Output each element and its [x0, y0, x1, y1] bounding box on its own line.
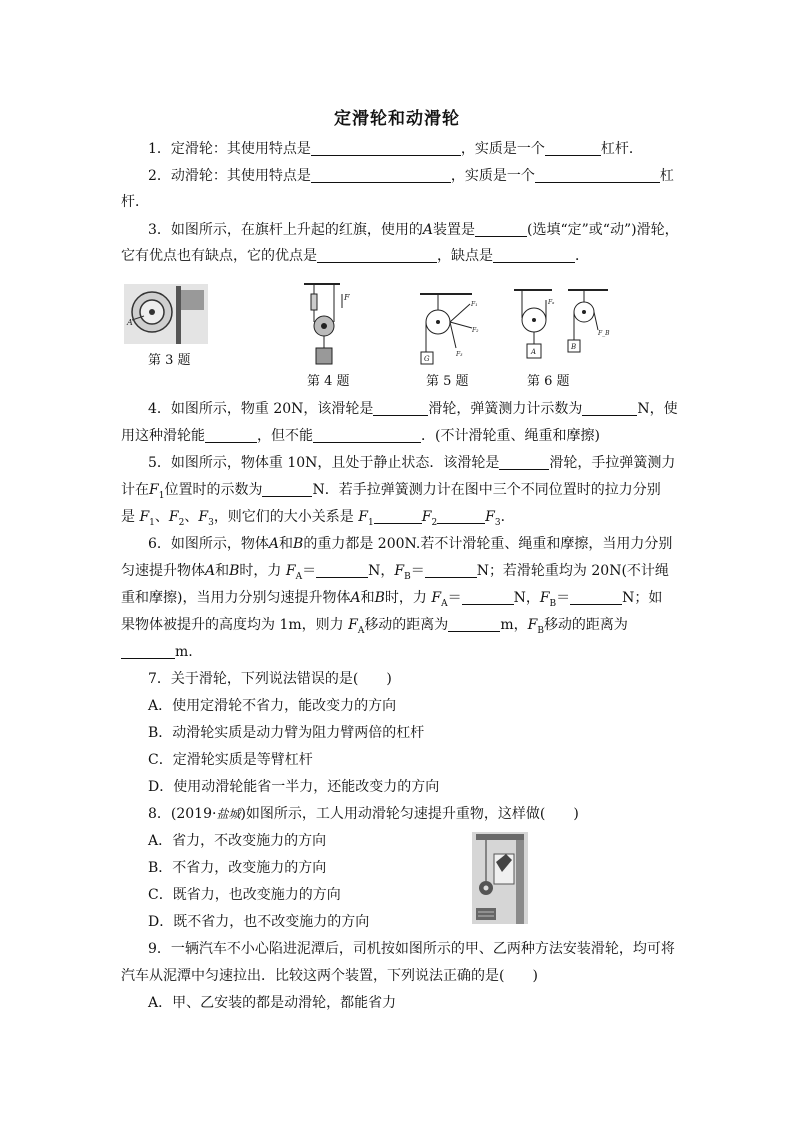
question-5-cont-2: 是 $F_1$、$F_2$、$F_3$，则它们的大小关系是 $F_1$ $F_2$ $F_3$．	[121, 509, 515, 528]
question-4: 4．如图所示，物重 20N，该滑轮是 滑轮，弹簧测力计示数为 N，使	[148, 401, 678, 417]
q7-option-a[interactable]: A．使用定滑轮不省力，能改变力的方向	[148, 698, 397, 714]
q8-option-a[interactable]: A．省力，不改变施力的方向	[148, 833, 327, 849]
label-fb: F_B	[598, 330, 610, 337]
question-6-cont-2: 重和摩擦)，当用力分别匀速提升物体A和B时，力 $F_A= N$，$F_B= N$；如	[121, 590, 663, 609]
q7-option-d[interactable]: D．使用动滑轮能省一半力，还能改变力的方向	[148, 779, 440, 795]
blank[interactable]	[373, 401, 428, 416]
label-a-box: A	[531, 348, 537, 356]
figure-3-flag-pulley	[124, 284, 208, 344]
question-3: 3．如图所示，在旗杆上升起的红旗，使用的A装置是 (选填“定”或“动”)滑轮，	[148, 222, 679, 238]
question-9-cont: 汽车从泥潭中匀速拉出．比较这两个装置，下列说法正确的是( )	[121, 968, 538, 984]
blank[interactable]	[462, 590, 514, 605]
blank[interactable]	[311, 168, 451, 183]
blank[interactable]	[499, 455, 549, 470]
question-9: 9．一辆汽车不小心陷进泥潭后，司机按如图所示的甲、乙两种方法安装滑轮，均可将	[148, 941, 675, 957]
blank[interactable]	[374, 509, 422, 524]
blank[interactable]	[475, 222, 527, 237]
blank[interactable]	[582, 401, 637, 416]
blank[interactable]	[437, 509, 485, 524]
blank[interactable]	[262, 482, 312, 497]
question-5: 5．如图所示，物体重 10N，且处于静止状态．该滑轮是 滑轮，手拉弹簧测力	[148, 455, 676, 471]
label-f1: F₁	[471, 301, 478, 308]
page-title: 定滑轮和动滑轮	[334, 109, 460, 129]
question-7: 7．关于滑轮，下列说法错误的是( )	[148, 671, 392, 687]
label-a: A	[127, 318, 133, 327]
caption-figure-3: 第 3 题	[148, 353, 191, 368]
figure-4-movable-pulley	[300, 282, 356, 368]
question-4-cont: 用这种滑轮能 ，但不能 ．(不计滑轮重、绳重和摩擦)	[121, 428, 600, 444]
question-6-cont-4: m.	[121, 642, 681, 662]
q8-option-c[interactable]: C．既省力，也改变施力的方向	[148, 887, 341, 903]
caption-figure-5: 第 5 题	[426, 374, 469, 389]
blank[interactable]	[316, 563, 368, 578]
label-fa: Fₐ	[548, 299, 555, 306]
q8-option-d[interactable]: D．既不省力，也不改变施力的方向	[148, 914, 370, 930]
q8-option-b[interactable]: B．不省力，改变施力的方向	[148, 860, 327, 876]
question-1: 1．定滑轮：其使用特点是 ，实质是一个 杠杆．	[148, 141, 643, 157]
q9-option-a[interactable]: A．甲、乙安装的都是动滑轮，都能省力	[148, 995, 397, 1011]
blank[interactable]	[205, 428, 257, 443]
blank[interactable]	[448, 617, 500, 632]
blank[interactable]	[570, 590, 622, 605]
label-f3: F₃	[456, 351, 463, 358]
blank[interactable]	[545, 141, 601, 156]
question-2: 2．动滑轮：其使用特点是 ，实质是一个 杠	[148, 168, 674, 184]
blank[interactable]	[313, 428, 421, 443]
label-f: F	[344, 293, 350, 302]
q7-option-c[interactable]: C．定滑轮实质是等臂杠杆	[148, 752, 313, 768]
question-2-cont: 杆．	[121, 194, 149, 210]
q7-option-b[interactable]: B．动滑轮实质是动力臂为阻力臂两倍的杠杆	[148, 725, 425, 741]
blank[interactable]	[121, 644, 175, 659]
question-6-cont: 匀速提升物体A和B时，力 $F_A= N$，$F_B= N$；若滑轮重均为 20N(不计绳	[121, 563, 669, 582]
figure-6-two-pulleys	[512, 288, 612, 364]
question-6: 6．如图所示，物体A和B的重力都是 200N.若不计滑轮重、绳重和摩擦，当用力分别	[148, 536, 673, 552]
blank[interactable]	[317, 248, 437, 263]
blank[interactable]	[535, 168, 660, 183]
figure-5-fixed-pulley	[418, 292, 480, 366]
caption-figure-4: 第 4 题	[307, 374, 350, 389]
label-b-box: B	[571, 343, 577, 351]
blank[interactable]	[425, 563, 477, 578]
question-3-cont: 它有优点也有缺点，它的优点是 ，缺点是 ．	[121, 248, 589, 264]
question-8: 8．(2019·盐城)如图所示，工人用动滑轮匀速提升重物，这样做( )	[148, 806, 579, 822]
figure-8-worker-pulley-photo	[472, 832, 528, 924]
question-6-cont-3: 果物体被提升的高度均为 1m，则力 $F_A$移动的距离为 m，$F_B$移动的距离为	[121, 617, 628, 636]
question-5-cont: 计在$F_1$位置时的示数为 N．若手拉弹簧测力计在图中三个不同位置时的拉力分别	[121, 482, 661, 501]
blank[interactable]	[311, 141, 461, 156]
caption-figure-6: 第 6 题	[527, 374, 570, 389]
blank[interactable]	[493, 248, 575, 263]
label-g: G	[424, 355, 430, 363]
label-f2: F₂	[472, 327, 479, 334]
